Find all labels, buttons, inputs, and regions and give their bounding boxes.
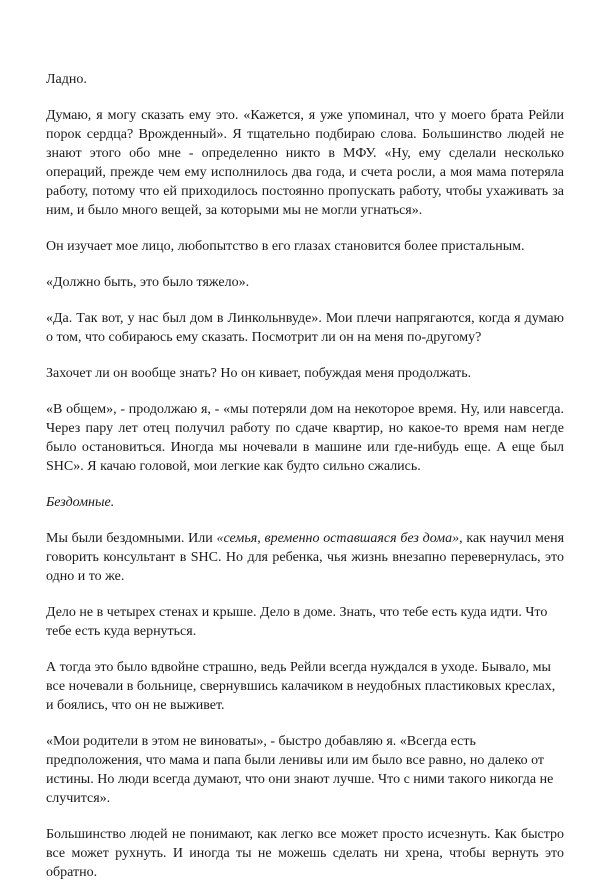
- paragraph-1: Ладно.: [46, 72, 87, 87]
- paragraph-2: Думаю, я могу сказать ему это. «Кажется, я уже упоминал, что у моего брата Рейли порок сердца? Врожденный». Я тщательно подбираю слова. Большинство людей не знают этого обо мне - определенно никто в МФУ. «Ну, ему сделали несколько операций, прежде чем ему исполнилось два года, и счета росли, а моя мама потеряла работу, потому что ей приходилось постоянно пропускать работу, чтобы ухаживать за ним, и было много вещей, за которыми мы не могли угнаться».: [46, 108, 564, 218]
- paragraph-9-italic: «семья, временно оставшаяся без дома»: [216, 531, 460, 546]
- paragraph-11: А тогда это было вдвойне страшно, ведь Рейли всегда нуждался в уходе. Бывало, мы все ночевали в больнице, свернувшись калачиком в неудобных пластиковых креслах, и боялись, что он не выживет.: [46, 660, 556, 713]
- paragraph-8-italic: Бездомные.: [46, 495, 115, 510]
- paragraph-13: Большинство людей не понимают, как легко все может просто исчезнуть. Как быстро все может рухнуть. И иногда ты не можешь сделать ни хрена, чтобы вернуть это обратно.: [46, 827, 564, 880]
- paragraph-10: Дело не в четырех стенах и крыше. Дело в доме. Знать, что тебе есть куда идти. Что тебе есть куда вернуться.: [46, 605, 548, 639]
- paragraph-3: Он изучает мое лицо, любопытство в его глазах становится более пристальным.: [46, 239, 525, 254]
- paragraph-12: «Мои родители в этом не виноваты», - быстро добавляю я. «Всегда есть предположения, что мама и папа были ленивы или им было все равно, но далеко от истины. Но люди всегда думают, что они знают лучше. Что с ними такого никогда не случится».: [46, 734, 554, 806]
- paragraph-9-after: , как научил меня говорить консультант в SHC. Но для ребенка, чья жизнь внезапно перевернулась, это одно и то же.: [46, 531, 565, 584]
- paragraph-9: [46, 529, 564, 586]
- paragraph-9-before: Мы были бездомными. Или: [46, 531, 217, 546]
- paragraph-5: «Да. Так вот, у нас был дом в Линкольнвуде». Мои плечи напрягаются, когда я думаю о том, что собираюсь ему сказать. Посмотрит ли он на меня по-другому?: [46, 311, 564, 345]
- paragraph-6: Захочет ли он вообще знать? Но он кивает, побуждая меня продолжать.: [46, 366, 472, 381]
- paragraph-4: «Должно быть, это было тяжело».: [46, 275, 250, 290]
- paragraph-7: «В общем», - продолжаю я, - «мы потеряли дом на некоторое время. Ну, или навсегда. Через пару лет отец получил работу по сдаче квартир, но какое-то время нам негде было остановиться. Иногда мы ночевали в машине или где-нибудь еще. А еще был SHC». Я качаю головой, мои легкие как будто сильно сжались.: [46, 402, 564, 474]
